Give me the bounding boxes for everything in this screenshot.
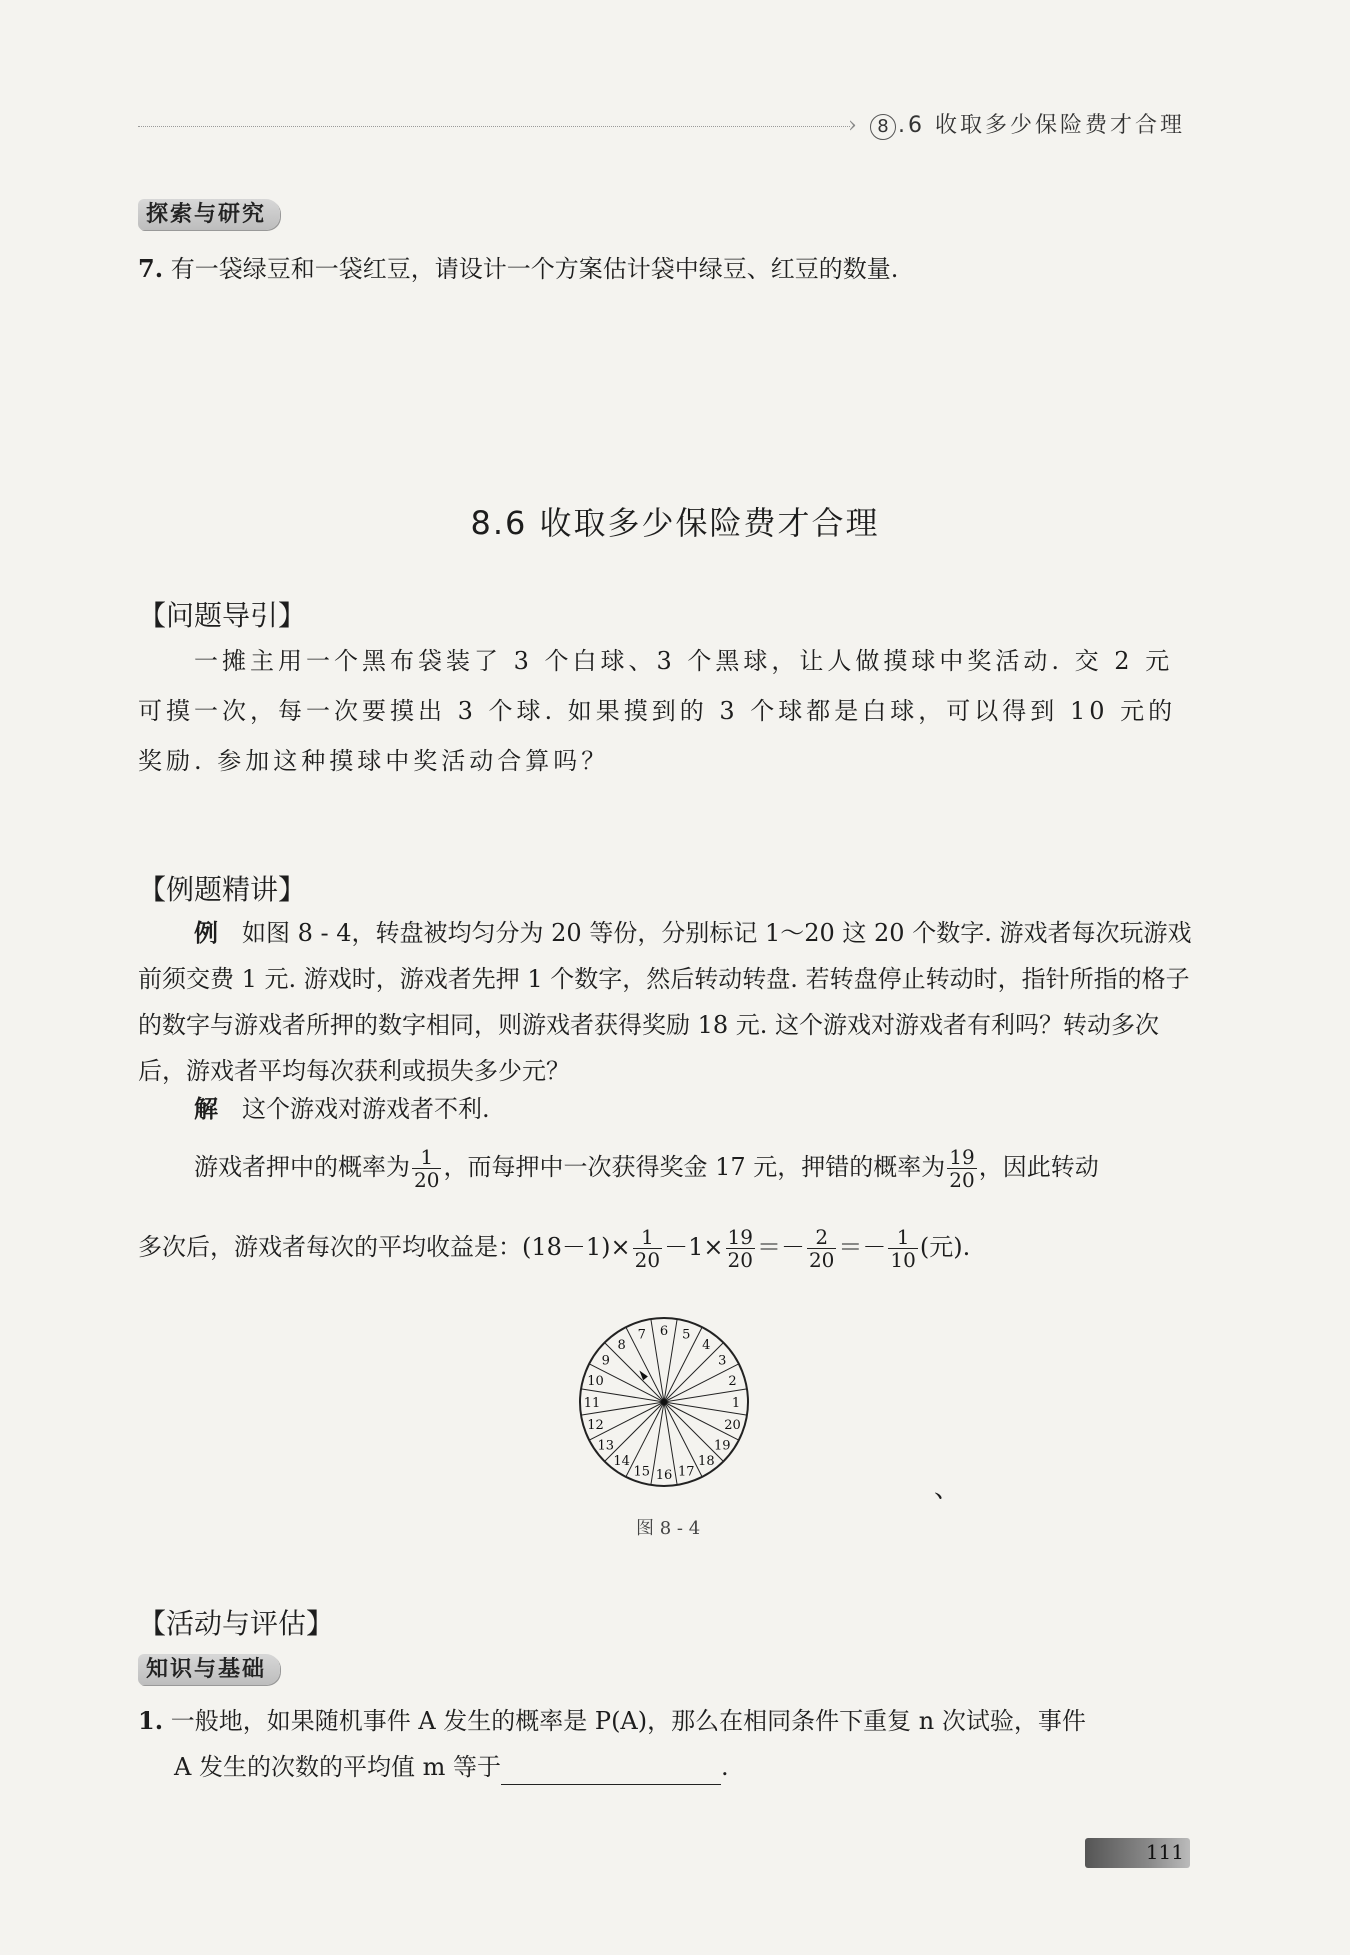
- fraction-denominator: 20: [949, 1168, 975, 1192]
- spinner-number: 11: [583, 1396, 601, 1411]
- solution-text-2c: ＝－: [756, 1233, 805, 1261]
- spinner-number: 14: [613, 1454, 630, 1470]
- running-header-title: .6 收取多少保险费才合理: [898, 113, 1185, 138]
- spinner-figure: [576, 1314, 752, 1490]
- fraction-numerator: 2: [807, 1226, 836, 1249]
- spinner-hub: [661, 1399, 667, 1405]
- section-title: 8.6 收取多少保险费才合理: [470, 504, 880, 542]
- spinner-number: 6: [659, 1324, 669, 1339]
- explore-label: 探索与研究: [138, 199, 280, 230]
- solution-text-1c: ，因此转动: [978, 1153, 1099, 1181]
- answer-blank[interactable]: [501, 1758, 721, 1785]
- spinner-number: 12: [587, 1418, 604, 1434]
- spinner-number: 1: [731, 1396, 741, 1411]
- fraction-denominator: 20: [414, 1168, 440, 1192]
- fraction-1-20: [633, 1226, 662, 1271]
- spinner-divider: [664, 1343, 723, 1402]
- figure-caption: 图 8 - 4: [636, 1518, 701, 1539]
- spinner-number: 9: [601, 1353, 610, 1369]
- solution-line-2: [138, 1226, 1198, 1271]
- spinner-number: 7: [637, 1327, 646, 1343]
- question-7-text: 有一袋绿豆和一袋红豆，请设计一个方案估计袋中绿豆、红豆的数量.: [170, 255, 899, 283]
- solution-line-1: [194, 1146, 1198, 1191]
- spinner-number: 18: [698, 1454, 715, 1470]
- spinner-number: 13: [597, 1438, 615, 1454]
- example-label: 例: [194, 918, 218, 947]
- question-1: [138, 1704, 1198, 1739]
- question-7-number: 7.: [138, 254, 164, 283]
- spinner-number: 17: [677, 1464, 695, 1480]
- spinner-number: 4: [702, 1337, 711, 1353]
- question-1-line-2: A 发生的次数的平均值 m 等于: [174, 1753, 501, 1781]
- spinner-number: 16: [655, 1468, 673, 1483]
- spinner-number: 15: [633, 1464, 651, 1480]
- spinner-number: 8: [617, 1337, 626, 1353]
- page-number: 111: [1145, 1840, 1184, 1864]
- spinner-number: 2: [728, 1373, 737, 1389]
- fraction-numerator: 1: [633, 1226, 662, 1249]
- fraction-numerator: 1: [412, 1146, 441, 1169]
- spinner-wheel: [580, 1318, 748, 1486]
- fraction-numerator: 1: [888, 1226, 917, 1249]
- activity-heading: 【活动与评估】: [138, 1607, 335, 1640]
- page-number-tab: [1085, 1838, 1190, 1868]
- question-1-line-1: 一般地，如果随机事件 A 发生的概率是 P(A)，那么在相同条件下重复 n 次试验，事件: [170, 1707, 1086, 1735]
- solution-text-1b: ，而每押中一次获得奖金 17 元，押错的概率为: [443, 1153, 946, 1181]
- header-rule: [138, 126, 850, 127]
- example-body: 如图 8 - 4，转盘被均匀分为 20 等份，分别标记 1～20 这 20 个数字. 游戏者每次玩游戏前须交费 1 元. 游戏时，游戏者先押 1 个数字，然后转动转盘. 若转盘停止转动时，指针所指的格子的数字与游戏者所押的数字相同，则游戏者获得奖励 18 元. 这个游戏对游戏者有利吗？转动多次后，游戏者平均每次获利或损失多少元？: [138, 919, 1192, 1085]
- spinner-number: 10: [587, 1373, 604, 1389]
- solution-text-1a: 游戏者押中的概率为: [194, 1153, 410, 1181]
- activity-label: 知识与基础: [138, 1654, 280, 1685]
- fraction-numerator: 19: [949, 1145, 975, 1169]
- fraction-numerator: 19: [727, 1225, 753, 1249]
- solution-text-2a: 多次后，游戏者每次的平均收益是：(18－1)×: [138, 1233, 631, 1261]
- fraction-denominator: 10: [890, 1248, 916, 1272]
- running-header: [870, 108, 1185, 140]
- intro-text: 一摊主用一个黑布袋装了 3 个白球、3 个黑球，让人做摸球中奖活动. 交 2 元可摸一次，每一次要摸出 3 个球. 如果摸到的 3 个球都是白球，可以得到 10 元的奖励. 参加这种摸球中奖活动合算吗？: [138, 647, 1177, 775]
- solution-text-2d: ＝－: [838, 1233, 887, 1261]
- intro-heading: 【问题导引】: [138, 599, 307, 632]
- spinner-number: 3: [718, 1353, 727, 1369]
- example-heading: 【例题精讲】: [138, 873, 307, 906]
- fraction-denominator: 20: [727, 1248, 753, 1272]
- fraction-19-20: [726, 1226, 755, 1271]
- fraction-19-20: [947, 1146, 976, 1191]
- solution-line: [194, 1092, 490, 1127]
- solution-text-2e: (元).: [919, 1233, 971, 1261]
- question-7: [138, 252, 1198, 287]
- solution-label: 解: [194, 1094, 218, 1123]
- fraction-denominator: 20: [634, 1248, 661, 1272]
- fraction-denominator: 20: [808, 1248, 835, 1272]
- question-1-end: .: [720, 1753, 729, 1781]
- question-1-line-2-wrap: [174, 1750, 1194, 1785]
- question-1-number: 1.: [138, 1706, 164, 1735]
- spinner-divider: [605, 1343, 664, 1402]
- circled-number: 8: [870, 114, 896, 140]
- spinner-number: 5: [682, 1327, 691, 1343]
- spinner-number: 19: [713, 1438, 731, 1454]
- header-arrow-icon: ›: [848, 113, 857, 138]
- fraction-1-20: [412, 1146, 441, 1191]
- fraction-2-20: [807, 1226, 836, 1271]
- activity-label-wrap: [138, 1652, 280, 1683]
- explore-label-wrap: [138, 197, 280, 228]
- spinner-number: 20: [724, 1418, 741, 1434]
- stray-mark: 、: [934, 1474, 961, 1504]
- example-text: [138, 910, 1198, 1094]
- solution-text-2b: －1×: [664, 1233, 724, 1261]
- solution-text: 这个游戏对游戏者不利.: [242, 1095, 490, 1123]
- fraction-1-10: [888, 1226, 917, 1271]
